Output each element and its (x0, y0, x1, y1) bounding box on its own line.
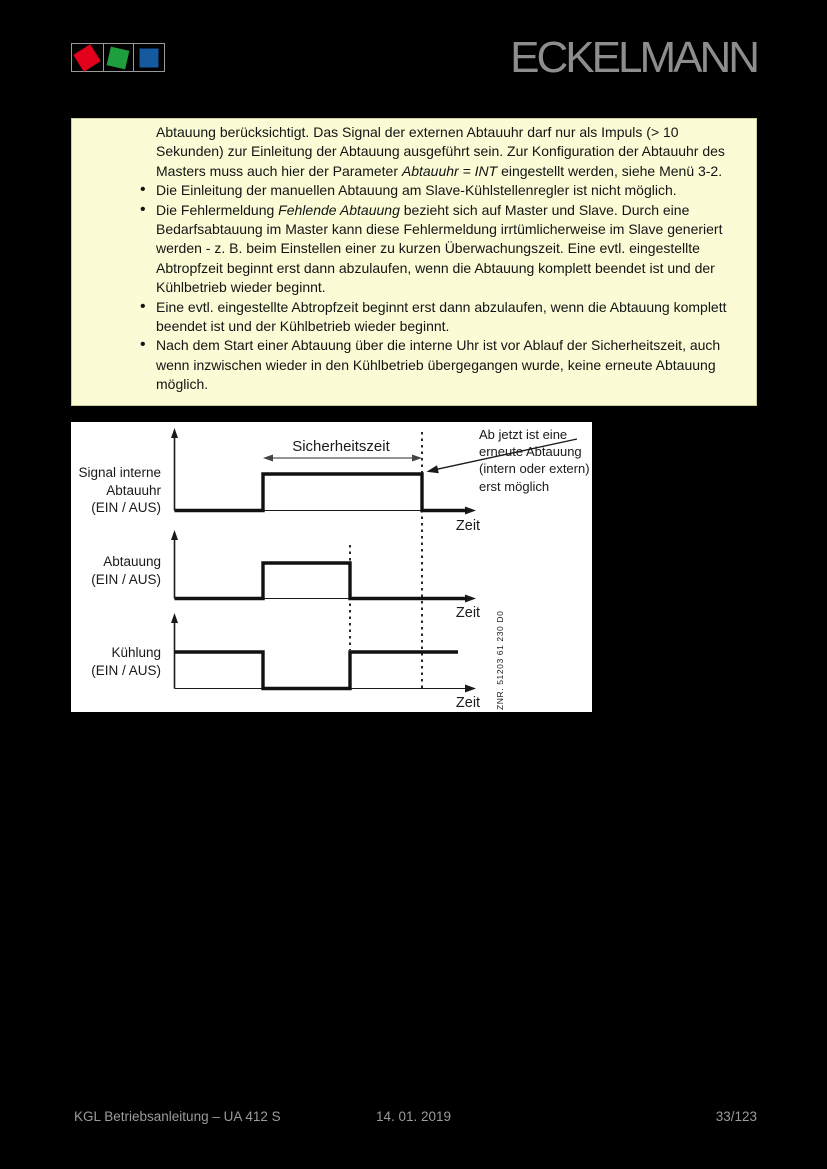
note-bullet: • Die Einleitung der manuellen Abtauung am Slave-Kühlstellenregler ist nicht möglich. (156, 181, 742, 200)
blue-square-icon (140, 48, 159, 67)
row-label-abtauung: Abtauung (EIN / AUS) (91, 554, 161, 587)
footer-document-title: KGL Betriebsanleitung – UA 412 S (74, 1109, 281, 1124)
eckelmann-logo-mark (71, 43, 165, 72)
chart-abtauung (171, 530, 476, 603)
zeit-label-3: Zeit (455, 695, 481, 711)
logo-cell (72, 44, 103, 71)
note-intro-italic: Abtauuhr = INT (401, 162, 498, 179)
note-intro-text: Abtauung berücksichtigt. Das Signal der externen Abtauuhr darf nur als Impuls (> 10 Sekunden) zur Einleitung der Abtauung ausgeführt sein. Zur Konfiguration der Abtauuhr des Masters muss auch hier der Parameter (156, 124, 725, 179)
y-axis-arrow-icon (171, 613, 178, 623)
annotation-text: Ab jetzt ist eine erneute Abtauung (intern oder extern) erst möglich (479, 427, 590, 494)
note-bullet: • Nach dem Start einer Abtauung über die interne Uhr ist vor Ablauf der Sicherheitszeit, auch wenn inzwischen wieder in den Kühlbetrieb übergegangen wurde, keine erneute Abtauung möglich. (156, 336, 742, 394)
zeit-label-2: Zeit (455, 605, 481, 621)
signal-trace (175, 474, 468, 511)
brand-wordmark: ECKELMANN (510, 33, 757, 82)
note-box (71, 118, 757, 406)
note-bullet: • Eine evtl. eingestellte Abtropfzeit beginnt erst dann abzulaufen, wenn die Abtauung komplett beendet ist und der Kühlbetrieb wieder beginnt. (156, 298, 742, 337)
chart-kuehlung (171, 613, 476, 693)
zeit-label-1: Zeit (455, 518, 481, 534)
note-bullet-list (156, 181, 742, 394)
timing-diagram-figure (71, 422, 592, 712)
note-content (72, 119, 756, 405)
red-square-icon (74, 44, 102, 72)
note-intro-text: eingestellt werden, siehe Menü 3-2. (497, 162, 723, 179)
arrow-right-icon (412, 455, 422, 462)
signal-trace (175, 563, 468, 599)
sicherheitszeit-arrow (263, 455, 422, 462)
signal-trace (175, 652, 459, 689)
y-axis-arrow-icon (171, 530, 178, 540)
note-intro-paragraph (156, 123, 742, 181)
green-square-icon (107, 46, 130, 69)
logo-cell (103, 44, 134, 71)
znr-drawing-number: ZNR. 51203 61 230 D0 (495, 610, 505, 710)
row-label-kuehlung: Kühlung (EIN / AUS) (91, 645, 161, 678)
logo-cell (133, 44, 164, 71)
arrowhead-icon (427, 465, 439, 473)
footer-date: 14. 01. 2019 (376, 1109, 452, 1124)
dotted-marker-lines (350, 432, 422, 688)
note-bullet: • Die Fehlermeldung Fehlende Abtauung bezieht sich auf Master und Slave. Durch eine Bedarfsabtauung im Master kann diese Fehlermeldung irrtümlicherweise im Slave generiert werden - z. B. beim Einstellen einer zu kurzen Überwachungszeit. Eine evtl. eingestellte Abtropfzeit beginnt erst dann abzulaufen, wenn die Abtauung komplett beendet ist und der Kühlbetrieb wieder beginnt. (156, 201, 742, 298)
arrow-left-icon (263, 455, 273, 462)
y-axis-arrow-icon (171, 428, 178, 438)
sicherheitszeit-label: Sicherheitszeit (292, 438, 390, 455)
x-axis-arrow-icon (465, 685, 476, 693)
footer-page-number: 33/123 (715, 1109, 757, 1124)
row-label-signal-abtauuhr: Signal interne Abtauuhr (EIN / AUS) (78, 465, 161, 515)
